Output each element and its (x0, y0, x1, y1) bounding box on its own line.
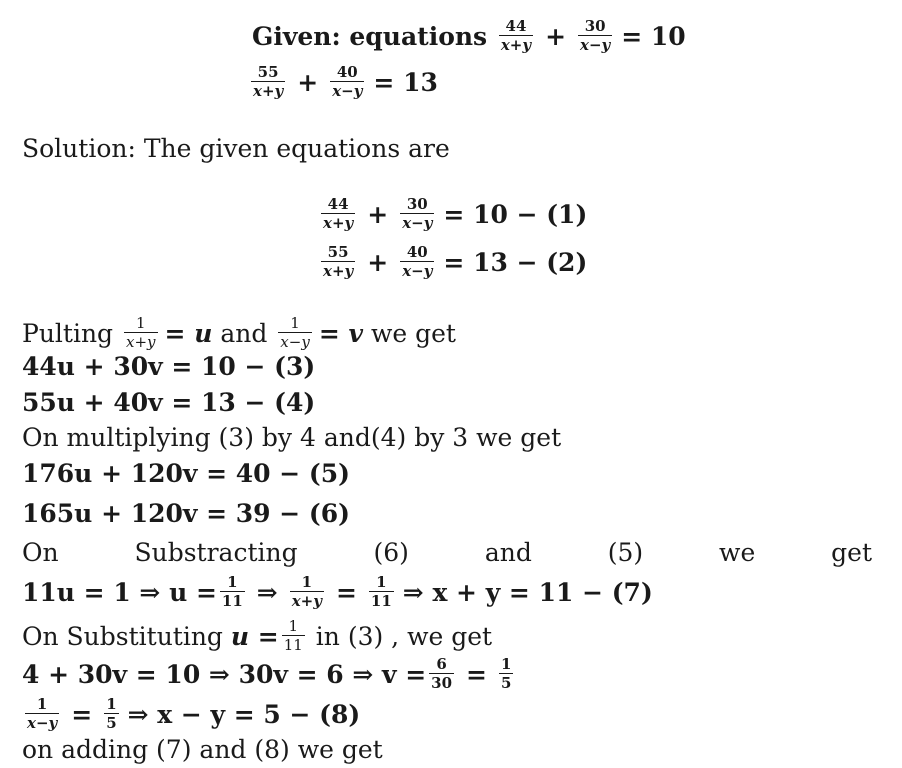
given-prefix: Given: equations (252, 21, 488, 51)
equation-8: $\frac{1}{x-y}$ = $\frac{1}{5}$ ⇒ x − y = 5 − (8) (27, 695, 361, 733)
fraction: $\frac{1}{x+y}$ (126, 314, 156, 352)
fraction: $\frac{40}{x-y}$ (332, 63, 363, 101)
equation-3: 44u + 30v = 10 − (3) (22, 352, 316, 381)
adding-step: on adding (7) and (8) we get (22, 735, 383, 764)
fraction: $\frac{1}{5}$ (106, 695, 117, 733)
system-equation-1: $\frac{44}{x+y}$ + $\frac{30}{x-y}$ = 10 − (1) (323, 195, 588, 233)
v-value-line: 4 + 30v = 10 ⇒ 30v = 6 ⇒ v = $\frac{6}{30}$ = $\frac{1}{5}$ (22, 655, 512, 693)
equation-4: 55u + 40v = 13 − (4) (22, 388, 316, 417)
substitution-line: Pulting $\frac{1}{x+y}$ = u and $\frac{1}{x-y}$ = v we get (22, 314, 456, 352)
fraction: $\frac{1}{5}$ (501, 655, 512, 693)
system-equation-2: $\frac{55}{x+y}$ + $\frac{40}{x-y}$ = 13 − (2) (323, 243, 588, 281)
fraction: $\frac{1}{x-y}$ (280, 314, 310, 352)
fraction: $\frac{1}{11}$ (283, 617, 303, 655)
fraction: $\frac{1}{x+y}$ (291, 573, 322, 611)
fraction: $\frac{6}{30}$ (431, 655, 453, 693)
fraction: $\frac{30}{x-y}$ (402, 195, 433, 233)
multiply-step: On multiplying (3) by 4 and(4) by 3 we get (22, 423, 562, 452)
fraction: $\frac{44}{x+y}$ (500, 17, 532, 55)
equation-7: 11u = 1 ⇒ u = $\frac{1}{11}$ ⇒ $\frac{1}{x+y}$ = $\frac{1}{11}$ ⇒ x + y = 11 − (7) (22, 573, 653, 611)
given-equation-2: $\frac{55}{x+y}$ + $\frac{40}{x-y}$ = 13 (253, 63, 438, 101)
fraction: $\frac{44}{x+y}$ (323, 195, 354, 233)
equation-5: 176u + 120v = 40 − (5) (22, 459, 350, 488)
fraction: $\frac{30}{x-y}$ (580, 17, 611, 55)
fraction: $\frac{40}{x-y}$ (402, 243, 433, 281)
fraction: $\frac{1}{11}$ (370, 573, 392, 611)
fraction: $\frac{1}{x-y}$ (27, 695, 58, 733)
given-equation-1: Given: equations $\frac{44}{x+y}$ + $\frac{30}{x-y}$ = 10 (252, 17, 686, 55)
solution-intro: Solution: The given equations are (22, 134, 450, 163)
substitute-step: On Substituting u = $\frac{1}{11}$ in (3) , we get (22, 617, 493, 655)
fraction: $\frac{1}{11}$ (221, 573, 243, 611)
fraction: $\frac{55}{x+y}$ (323, 243, 354, 281)
equation-6: 165u + 120v = 39 − (6) (22, 499, 350, 528)
subtract-step: On Substracting (6) and (5) we get (22, 538, 872, 567)
fraction: $\frac{55}{x+y}$ (253, 63, 284, 101)
